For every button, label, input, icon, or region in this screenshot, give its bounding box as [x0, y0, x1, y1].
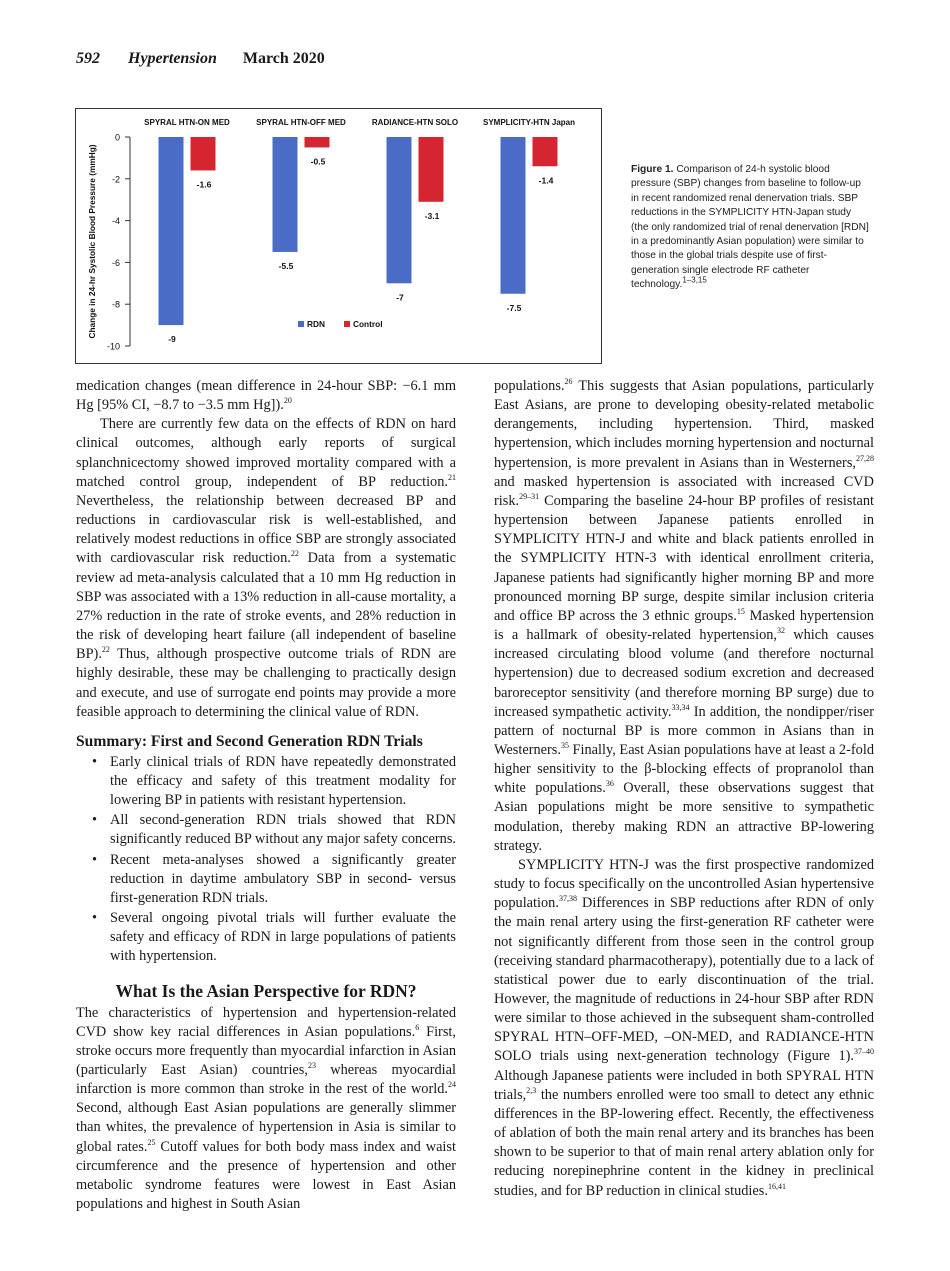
control-bar	[533, 137, 558, 166]
legend-label: Control	[353, 319, 383, 329]
citation: 22	[290, 549, 299, 559]
summary-bullet	[76, 909, 456, 966]
bullet-text: Several ongoing pivotal trials will further evaluate the safety and efficacy of RDN in large populations of patients with hypertension.	[110, 910, 456, 965]
bar-value-label: -1.4	[538, 175, 554, 186]
citation: 22	[101, 645, 110, 655]
text-run: There are currently few data on the effects of RDN on hard clinical outcomes, although early reports of surgical splanchnicectomy showed improved mortality compared with a matched control group, independent of BP reduction.	[76, 416, 456, 490]
summary-bullet-list	[76, 753, 456, 967]
category-label: SPYRAL HTN-OFF MED	[256, 118, 346, 127]
summary-bullet	[76, 753, 456, 810]
issue-date: March 2020	[242, 50, 325, 67]
control-bar	[191, 137, 216, 170]
text-run: populations.	[494, 378, 565, 394]
bullet-icon: •	[92, 812, 98, 829]
page-number: 592	[76, 50, 100, 67]
figure-1-chart	[75, 108, 602, 364]
summary-bullet	[76, 851, 456, 908]
citation: 33,34	[671, 702, 690, 712]
section-heading: What Is the Asian Perspective for RDN?	[115, 980, 417, 1001]
category-label: RADIANCE-HTN SOLO	[371, 118, 459, 127]
citation: 37,38	[558, 894, 577, 904]
category-label: SPYRAL HTN-ON MED	[144, 118, 230, 127]
bar-value-label: -7.5	[506, 302, 522, 313]
citation: 2,3	[526, 1086, 537, 1095]
citation: 37–40	[854, 1047, 874, 1057]
y-tick-label: -10	[106, 341, 120, 352]
paragraph	[494, 377, 874, 856]
running-header	[76, 50, 325, 68]
citation: 23	[307, 1061, 316, 1071]
citation: 16,41	[767, 1181, 786, 1191]
legend-swatch	[298, 321, 304, 327]
text-run: Nevertheless, the relationship between decreased BP and reductions in cardiovascular risk is well-established, and relatively modest reductions in office SBP are strongly associated with cardiovascular risk reduction.	[76, 492, 456, 567]
bullet-text: Recent meta-analyses showed a significantly greater reduction in daytime ambulatory SBP in second- versus first-generation RDN trials.	[110, 851, 456, 906]
text-run: First, stroke occurs more frequently than myocardial infarction in Asian (particularly East Asian) countries,	[76, 1023, 456, 1078]
bullet-icon: •	[92, 910, 98, 927]
summary-bullet	[76, 811, 456, 849]
figure-caption-refs: 1–3,15	[682, 275, 707, 285]
figure-label: Figure 1.	[631, 164, 674, 175]
y-axis-label: Change in 24-hr Systolic Blood Pressure (mmHg)	[87, 144, 97, 339]
text-run: Thus, although prospective outcome trials of RDN are highly desirable, these may be challenging to practically design and execute, and use of surrogate end points may provide a more feasible approach to determining the clinical value of RDN.	[76, 646, 456, 720]
text-run: and masked hypertension is associated with increased CVD risk.	[494, 473, 874, 509]
summary-heading: Summary: First and Second Generation RDN Trials	[76, 732, 423, 750]
control-bar	[305, 137, 330, 147]
paragraph	[76, 1004, 456, 1215]
text-run: SYMPLICITY HTN-J was the first prospective randomized study to focus specifically on the uncontrolled Asian hypertensive population.	[494, 856, 874, 912]
rdn-bar	[501, 137, 526, 294]
citation: 24	[448, 1080, 456, 1090]
citation: 25	[147, 1137, 156, 1147]
rdn-bar	[159, 137, 184, 325]
bullet-icon: •	[92, 851, 98, 868]
paragraph	[76, 415, 456, 722]
text-run: Masked hypertension is a hallmark of obesity-related hypertension,	[494, 607, 874, 644]
y-tick-label: -2	[111, 174, 120, 185]
citation: 15	[736, 607, 745, 617]
text-run: medication changes (mean difference in 24-hour SBP: −6.1 mm Hg [95% CI, −8.7 to −3.5 mm Hg]).	[76, 378, 456, 414]
bar-value-label: -5.5	[278, 260, 294, 271]
citation: 29–31	[519, 492, 540, 502]
citation: 32	[777, 626, 786, 636]
text-run: In addition, the nondipper/riser pattern of nocturnal BP is more common in Asians than in Westerners.	[494, 703, 875, 758]
y-tick-label: -8	[111, 299, 120, 310]
bar-value-label: -3.1	[424, 210, 440, 221]
text-run: Comparing the baseline 24-hour BP profiles of resistant hypertension between Japanese patients enrolled in SYMPLICITY HTN-J and white and black patients enrolled in the SYMPLICITY HTN-3 with identical enrollment criteria, Japanese patients had significantly higher morning BP and more pronounced morning BP surge, despite similar inclusion criteria and office BP across the 3 ethnic groups.	[494, 492, 874, 624]
text-run: This suggests that Asian populations, particularly East Asians, are prone to developing obesity-related metabolic derangements, including hypertension. Third, masked hypertension, which includes morning hypertension and nocturnal hypertension, is more prevalent in Asians than in Westerners,	[494, 378, 874, 471]
legend-swatch	[344, 321, 350, 327]
bar-value-label: -7	[396, 292, 404, 303]
bar-value-label: -9	[168, 334, 176, 345]
text-run: Cutoff values for both body mass index and waist circumference and the presence of hypertension and other metabolic syndrome features were lowest in East Asian populations and highest in South Asian	[76, 1138, 456, 1213]
left-column	[76, 377, 456, 1214]
bar-value-label: -0.5	[310, 156, 326, 167]
text-run: Overall, these observations suggest that Asian populations might be more sensitive to sympathetic modulation, thereby making RDN an attractive BP-lowering strategy.	[494, 780, 874, 854]
figure-caption	[631, 163, 871, 293]
citation: 36	[605, 779, 614, 789]
legend-label: RDN	[307, 319, 325, 329]
category-label: SYMPLICITY-HTN Japan	[482, 118, 576, 127]
y-tick-label: -4	[111, 216, 120, 227]
text-run: Data from a systematic review ad meta-analysis calculated that a 10 mm Hg reduction in SBP was associated with a 13% reduction in all-cause mortality, a 27% reduction in the rate of stroke events, and 28% reduction in the risk of developing heart failure (all independent of baseline BP).	[76, 550, 457, 663]
text-run: whereas myocardial infarction is more common than stroke in the rest of the world.	[76, 1062, 456, 1098]
rdn-bar	[387, 137, 412, 283]
bullet-icon: •	[92, 753, 98, 770]
bar-value-label: -1.6	[196, 179, 212, 190]
journal-name: Hypertension	[128, 50, 217, 67]
paragraph	[494, 856, 874, 1201]
citation: 27,28	[856, 453, 874, 463]
paragraph	[76, 377, 456, 415]
citation: 20	[283, 396, 292, 406]
text-run: the numbers enrolled were too small to detect any ethnic differences in the BP-lowering effect. Recently, the effectiveness of ablation of both the main renal artery and its branches has been shown to be superior to that of main renal artery ablation only for reducing norepinephrine content in the kidney in preclinical studies, and for BP reduction in clinical studies.	[494, 1086, 874, 1199]
citation: 26	[564, 377, 573, 387]
bullet-text: Early clinical trials of RDN have repeatedly demonstrated the efficacy and safety of this treatment modality for lowering BP in patients with resistant hypertension.	[110, 753, 456, 809]
text-run: Differences in SBP reductions after RDN of only the main renal artery using the first-generation RF catheter were not significantly different from those seen in the control group (receiving standard pharmacotherapy), potentially due to a lack of statistical power due to early discontinuation of the trial. However, the magnitude of reductions in 24-hour SBP after RDN were similar to those achieved in the subsequent sham-controlled SPYRAL HTN–OFF-MED, –ON-MED, and RADIANCE-HTN SOLO trials using next-generation technology (Figure 1).	[494, 895, 874, 1065]
citation: 6	[415, 1022, 420, 1032]
control-bar	[419, 137, 444, 202]
rdn-bar	[273, 137, 298, 252]
text-run: Second, although East Asian populations are generally slimmer than whites, the prevalence of hypertension in Asia is similar to global rates.	[76, 1100, 456, 1155]
text-run: The characteristics of hypertension and hypertension-related CVD show key racial differences in Asian populations.	[76, 1004, 456, 1040]
right-column	[494, 377, 874, 1201]
y-tick-label: -6	[111, 257, 120, 268]
figure-caption-text: Comparison of 24-h systolic blood pressure (SBP) changes from baseline to follow-up in recent randomized renal denervation trials. SBP reductions in the SYMPLICITY HTN-Japan study (the only randomized trial of renal denervation [RDN] in a predominantly Asian population) were similar to those in the global trials despite use of first-generation single electrode RF catheter technology.	[631, 164, 869, 291]
citation: 21	[448, 473, 456, 482]
bar-chart	[76, 109, 601, 363]
text-run: which causes increased circulating blood volume (and therefore nocturnal hypertension) due to decreased sodium excretion and decreased baroreceptor sensitivity (and therefore morning BP surge) due to increased sympathetic activity.	[494, 627, 874, 720]
bullet-text: All second-generation RDN trials showed that RDN significantly reduced BP without any major safety concerns.	[110, 812, 457, 848]
y-tick-label: 0	[114, 132, 120, 143]
text-run: Although Japanese patients were included in both SPYRAL HTN trials,	[494, 1067, 874, 1103]
citation: 35	[560, 741, 569, 751]
text-run: Finally, East Asian populations have at least a 2-fold higher sensitivity to the β-blocking effects of propranolol than white populations.	[494, 741, 874, 797]
